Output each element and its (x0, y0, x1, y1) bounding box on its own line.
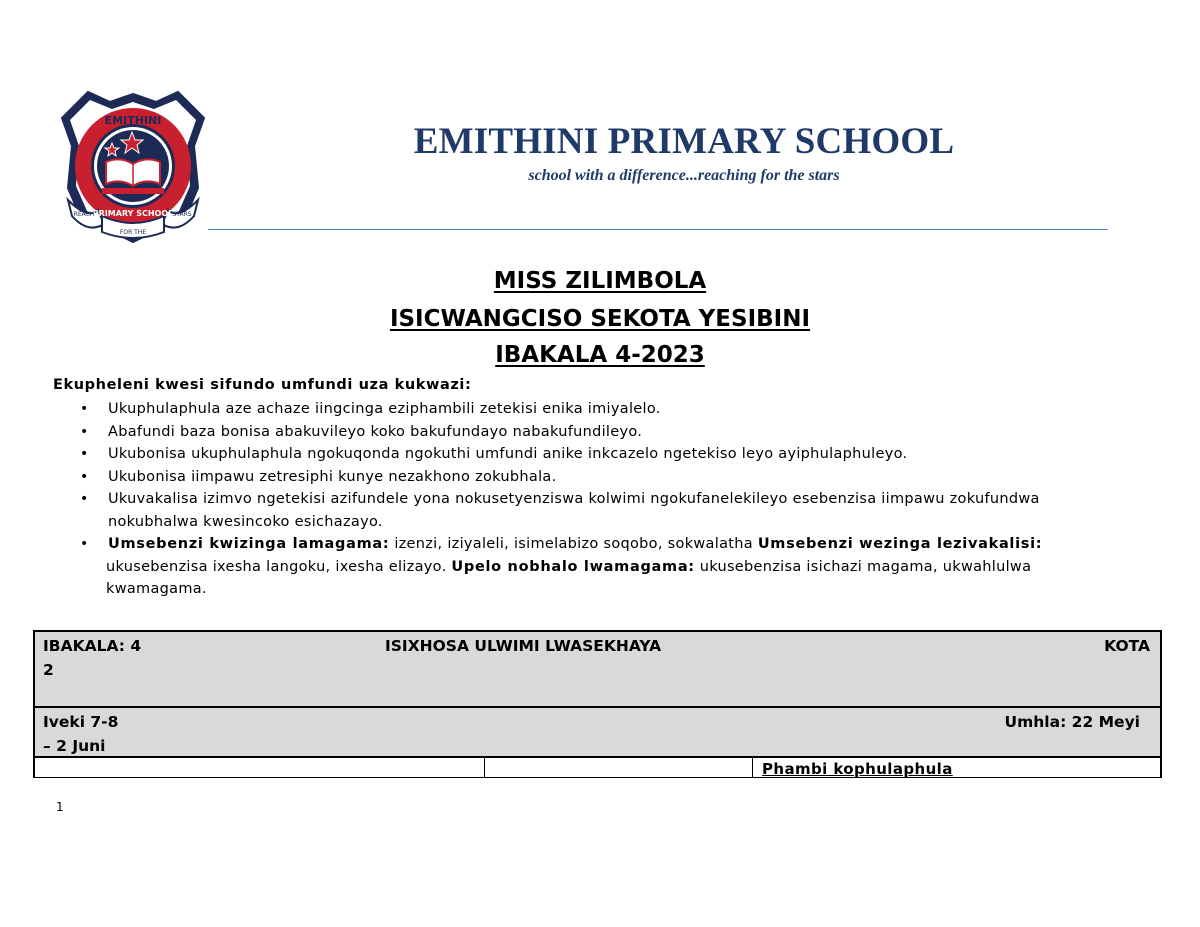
school-logo (58, 88, 208, 246)
bullet-icon: • (80, 536, 89, 552)
header-divider (208, 229, 1108, 230)
logo-ribbon-left: REACH (73, 211, 95, 218)
list-item (80, 443, 1140, 466)
page-number: 1 (56, 800, 64, 814)
objective-continuation (106, 556, 1140, 579)
list-item (80, 488, 1140, 533)
logo-ribbon-right: STARS (172, 211, 192, 218)
table-row (33, 756, 1162, 778)
bullet-icon: • (80, 401, 89, 417)
objective-text: kwamagama. (106, 581, 207, 597)
objective-bold-label: Upelo nobhalo lwamagama: (451, 558, 695, 575)
subject-cell: ISIXHOSA ULWIMI LWASEKHAYA (385, 637, 662, 655)
table-row (33, 706, 1162, 756)
weeks-continuation: – 2 Juni (43, 737, 106, 755)
date-cell: Umhla: 22 Meyi (1004, 713, 1140, 731)
objective-text: izenzi, iziyaleli, isimelabizo soqobo, sokwalatha (389, 536, 758, 552)
objective-bold-label: Umsebenzi kwizinga lamagama: (108, 536, 390, 552)
list-item (80, 466, 1140, 489)
bullet-icon: • (80, 423, 89, 440)
plan-title: ISICWANGCISO SEKOTA YESIBINI (389, 306, 811, 332)
list-item (80, 421, 1140, 444)
logo-middle-text: PRIMARY SCHOOL (92, 209, 174, 218)
objective-text: Ukubonisa iimpawu zetresiphi kunye nezakhono zokubhala. (108, 468, 557, 485)
grade-continuation: 2 (43, 661, 54, 679)
bullet-icon: • (80, 491, 89, 507)
school-motto: school with a difference...reaching for the stars (528, 167, 840, 184)
objectives-list (80, 398, 1140, 601)
plan-table (33, 630, 1162, 778)
objective-text: Abafundi baza bonisa abakuvileyo koko bakufundayo nabakufundileyo. (108, 423, 643, 440)
logo-ribbon-center: FOR THE (119, 229, 147, 236)
grade-year-title: IBAKALA 4-2023 (495, 342, 705, 368)
logo-top-text: EMITHINI (104, 114, 162, 127)
bullet-icon: • (80, 446, 89, 462)
bullet-icon: • (80, 468, 89, 485)
objective-text: ukusebenzisa ixesha langoku, ixesha elizayo. (106, 558, 452, 575)
objective-text-line1: Ukuvakalisa izimvo ngetekisi azifundele yona nokusetyenziswa kolwimi ngokufanelekileyo esebenzisa iimpawu zokufundwa (108, 491, 1040, 507)
weeks-label: Iveki 7-8 (43, 713, 119, 731)
weeks-cell (43, 710, 153, 758)
school-crest-icon (58, 88, 208, 246)
objective-text: Ukubonisa ukuphulaphula ngokuqonda ngokuthi umfundi anike inkcazelo ngetekiso leyo ayiphulaphuleyo. (108, 446, 908, 462)
column-divider (484, 758, 485, 777)
grade-cell (43, 634, 173, 682)
objective-text: Ukuphulaphula aze achaze iingcinga eziphambili zetekisi enika imiyalelo. (108, 401, 661, 417)
objective-continuation (106, 578, 1140, 601)
objective-text: ukusebenzisa isichazi magama, ukwahlulwa (694, 558, 1032, 575)
teacher-title: MISS ZILIMBOLA (493, 268, 707, 294)
objectives-heading: Ekupheleni kwesi sifundo umfundi uza kukwazi: (53, 377, 472, 393)
objective-bold-label: Umsebenzi wezinga lezivakalisi: (757, 536, 1043, 552)
column-divider (752, 758, 753, 777)
list-item (80, 398, 1140, 421)
grade-label: IBAKALA: 4 (43, 637, 142, 655)
objective-text-line2: nokubhalwa kwesincoko esichazayo. (108, 513, 383, 530)
term-cell: KOTA (1104, 637, 1150, 655)
school-name: EMITHINI PRIMARY SCHOOL (413, 121, 955, 162)
list-item (80, 533, 1140, 601)
table-row (33, 630, 1162, 706)
pre-listening-cell: Phambi kophulaphula (762, 760, 953, 778)
